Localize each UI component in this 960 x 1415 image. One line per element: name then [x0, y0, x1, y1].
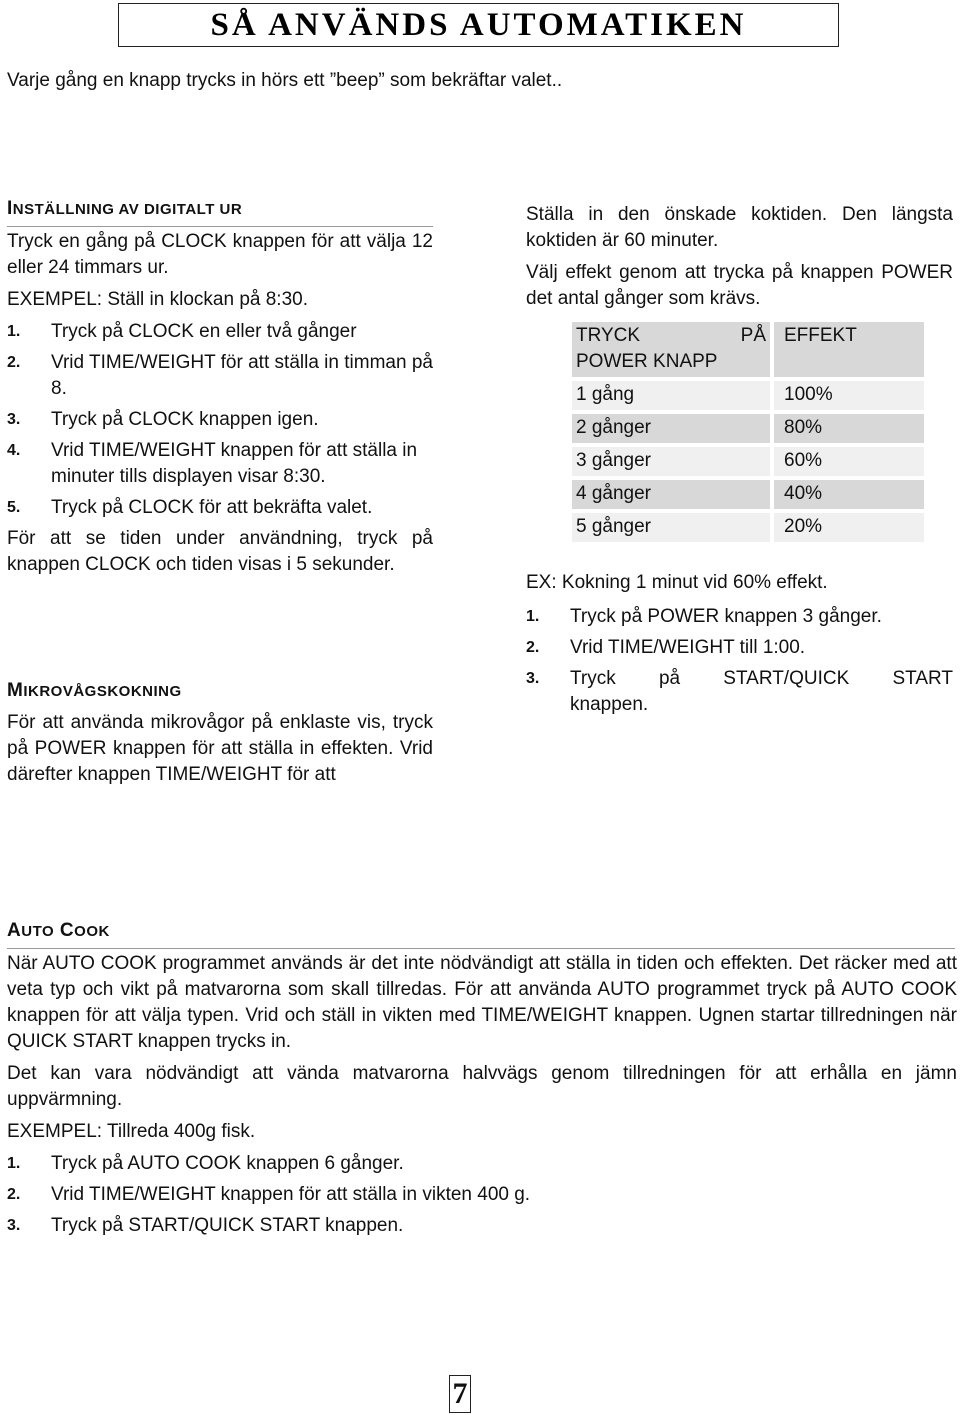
- clock-paragraph-1: Tryck en gång på CLOCK knappen för att välja 12 eller 24 timmars ur.: [7, 231, 433, 278]
- power-table-header: [572, 322, 924, 377]
- autocook-example: EXEMPEL: Tillreda 400g fisk.: [7, 1121, 256, 1142]
- right-paragraph-1: Ställa in den önskade koktiden. Den längsta koktiden är 60 minuter.: [526, 204, 953, 251]
- clock-step: 4. Vrid TIME/WEIGHT knappen för att ställa in minuter tills displayen visar 8:30.: [7, 440, 418, 487]
- table-row: 3 gånger 60%: [572, 447, 924, 476]
- clock-step: 5. Tryck på CLOCK för att bekräfta valet.: [7, 497, 373, 518]
- page-title: SÅ ANVÄNDS AUTOMATIKEN: [210, 7, 747, 43]
- right-column: [526, 202, 953, 723]
- power-table: [568, 318, 928, 546]
- clock-step: 1. Tryck på CLOCK en eller två gånger: [7, 321, 357, 342]
- title-box: [118, 3, 839, 47]
- power-header-effect: EFFEKT: [774, 322, 924, 377]
- autocook-heading: AUTO COOK: [7, 918, 955, 949]
- autocook-step: 1. Tryck på AUTO COOK knappen 6 gånger.: [7, 1153, 404, 1174]
- power-step: 3. Tryck på START/QUICK START knappen.: [526, 668, 953, 715]
- autocook-paragraph-2: Det kan vara nödvändigt att vända matvarorna halvvägs genom tillredningen för att erhålla en jämn uppvärmning.: [7, 1063, 957, 1110]
- autocook-section: [7, 951, 957, 1244]
- clock-step: 3. Tryck på CLOCK knappen igen.: [7, 409, 319, 430]
- autocook-step: 2. Vrid TIME/WEIGHT knappen för att ställa in vikten 400 g.: [7, 1184, 531, 1205]
- power-step: 1. Tryck på POWER knappen 3 gånger.: [526, 606, 882, 627]
- clock-steps: [7, 319, 433, 521]
- intro-text: Varje gång en knapp trycks in hörs ett ”beep” som bekräftar valet..: [7, 70, 563, 91]
- table-row: 2 gånger 80%: [572, 414, 924, 443]
- clock-step: 2. Vrid TIME/WEIGHT för att ställa in timman på 8.: [7, 352, 433, 399]
- clock-example: EXEMPEL: Ställ in klockan på 8:30.: [7, 289, 308, 310]
- autocook-paragraph-1: När AUTO COOK programmet används är det inte nödvändigt att ställa in tiden och effekten. Det räcker med att veta typ och vikt på matvarorna som skall tillredas. För att använda AUTO programmet tryck på AUTO COOK knappen för att välja typen. Vrid och ställ in vikten med TIME/WEIGHT knappen. Ugnen startar tillredningen när QUICK START knappen trycks in.: [7, 953, 957, 1052]
- micro-heading: MIKROVÅGSKOKNING: [7, 680, 182, 701]
- page-number: 7: [449, 1375, 471, 1413]
- table-row: 4 gånger 40%: [572, 480, 924, 509]
- micro-paragraph: För att använda mikrovågor på enklaste vis, tryck på POWER knappen för att ställa in effekten. Vrid därefter knappen TIME/WEIGHT för att: [7, 712, 433, 785]
- power-step: 2. Vrid TIME/WEIGHT till 1:00.: [526, 637, 806, 658]
- clock-heading: INSTÄLLNING AV DIGITALT UR: [7, 196, 433, 227]
- right-paragraph-2: Välj effekt genom att trycka på knappen POWER det antal gånger som krävs.: [526, 262, 953, 309]
- clock-paragraph-2: För att se tiden under användning, tryck på knappen CLOCK och tiden visas i 5 sekunder.: [7, 528, 433, 575]
- clock-section: [7, 229, 433, 584]
- table-row: 5 gånger 20%: [572, 513, 924, 542]
- table-row: 1 gång 100%: [572, 381, 924, 410]
- power-header-press: TRYCK PÅ POWER KNAPP: [572, 322, 770, 377]
- autocook-step: 3. Tryck på START/QUICK START knappen.: [7, 1215, 404, 1236]
- right-example: EX: Kokning 1 minut vid 60% effekt.: [526, 572, 828, 593]
